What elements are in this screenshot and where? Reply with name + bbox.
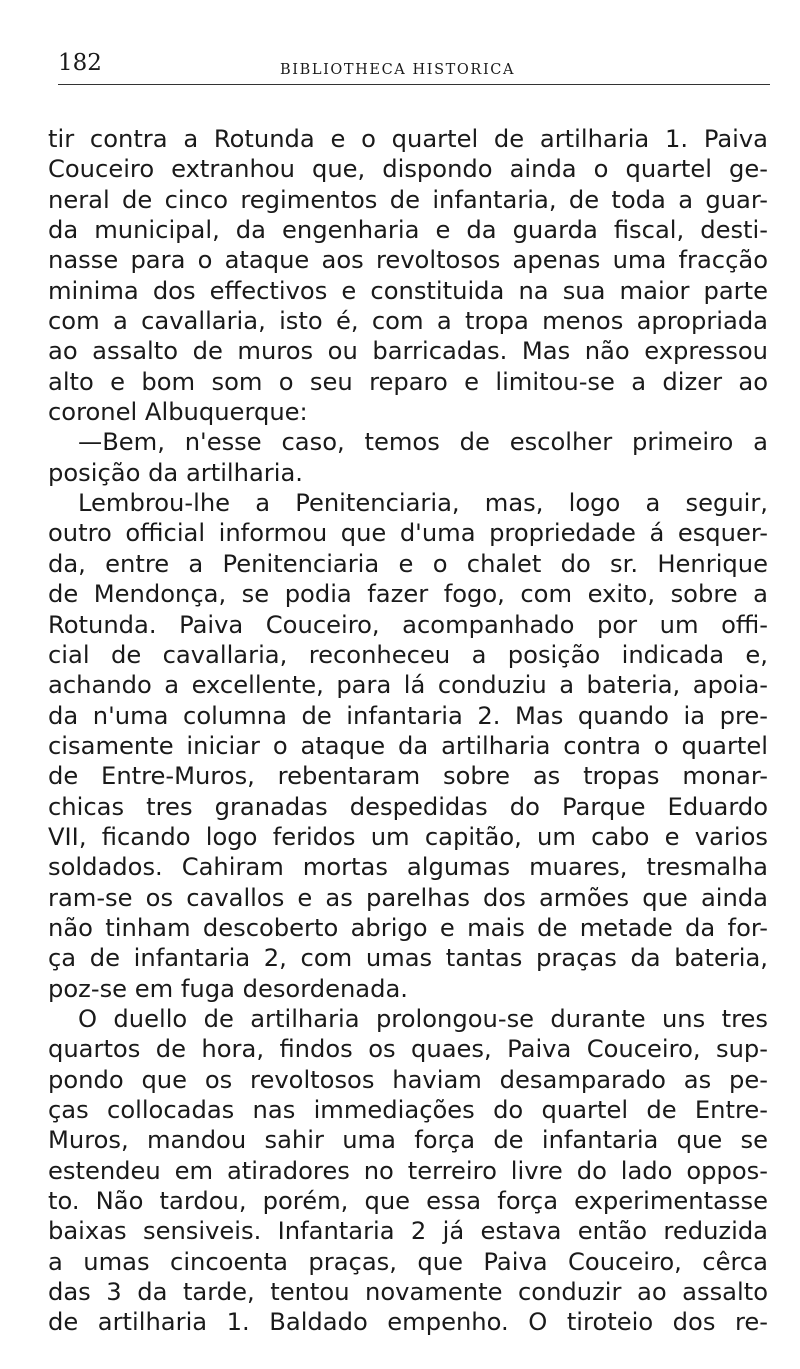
text-line: com a cavallaria, isto é, com a tropa menos apropriada [48, 307, 768, 336]
text-line: a umas cincoenta praças, que Paiva Couceiro, cêrca [48, 1247, 768, 1276]
text-line: de artilharia 1. Baldado empenho. O tiroteio dos re- [48, 1308, 768, 1337]
text-line: Lembrou-lhe a Penitenciaria, mas, logo a seguir, [78, 489, 768, 518]
text-line: da municipal, da engenharia e da guarda fiscal, desti- [48, 216, 768, 245]
text-line: tir contra a Rotunda e o quartel de artilharia 1. Paiva [48, 125, 768, 153]
text-line: ram-se os cavallos e as parelhas dos armões que ainda [48, 883, 768, 912]
text-line: ça de infantaria 2, com umas tantas praças da bateria, [48, 944, 768, 973]
text-line: não tinham descoberto abrigo e mais de metade da for- [48, 913, 768, 942]
text-line: posição da artilharia. [48, 458, 303, 487]
text-line: outro official informou que d'uma propriedade á esquer- [48, 519, 768, 548]
running-title: BIBLIOTHECA HISTORICA [280, 62, 516, 78]
header-rule [58, 84, 770, 85]
text-line: quartos de hora, findos os quaes, Paiva Couceiro, sup- [48, 1035, 768, 1064]
text-line: poz-se em fuga desordenada. [48, 974, 408, 1003]
text-line: minima dos effectivos e constituida na sua maior parte [48, 276, 768, 305]
text-line: estendeu em atiradores no terreiro livre do lado oppos- [48, 1156, 768, 1185]
text-line: coronel Albuquerque: [48, 398, 308, 427]
text-line: das 3 da tarde, tentou novamente conduzir ao assalto [48, 1278, 768, 1307]
text-line: Rotunda. Paiva Couceiro, acompanhado por um offi- [48, 610, 768, 639]
text-line: cisamente iniciar o ataque da artilharia contra o quartel [48, 731, 768, 760]
text-line: ao assalto de muros ou barricadas. Mas não expressou [48, 337, 768, 366]
text-line: de Mendonça, se podia fazer fogo, com exito, sobre a [48, 580, 768, 609]
text-line: cial de cavallaria, reconheceu a posição indicada e, [48, 640, 768, 669]
body-text [48, 124, 768, 1338]
running-head [58, 50, 770, 86]
text-line: alto e bom som o seu reparo e limitou-se a dizer ao [48, 367, 768, 396]
text-line: Muros, mandou sahir uma força de infantaria que se [48, 1126, 768, 1155]
text-line: da n'uma columna de infantaria 2. Mas quando ia pre- [48, 701, 768, 730]
text-line: O duello de artilharia prolongou-se durante uns tres [78, 1004, 768, 1033]
text-line: to. Não tardou, porém, que essa força experimentasse [48, 1187, 768, 1216]
page-number: 182 [58, 50, 102, 76]
text-line: nasse para o ataque aos revoltosos apenas uma fracção [48, 246, 768, 275]
text-line: VII, ficando logo feridos um capitão, um cabo e varios [48, 822, 768, 851]
text-line: Couceiro extranhou que, dispondo ainda o quartel ge- [48, 155, 768, 184]
text-line: ças collocadas nas immediações do quartel de Entre- [48, 1096, 768, 1124]
text-line: de Entre-Muros, rebentaram sobre as tropas monar- [48, 762, 768, 791]
text-line: soldados. Cahiram mortas algumas muares, tresmalha [48, 853, 768, 882]
text-line: neral de cinco regimentos de infantaria, de toda a guar- [48, 185, 768, 214]
text-line: baixas sensiveis. Infantaria 2 já estava então reduzida [48, 1217, 768, 1246]
text-line: achando a excellente, para lá conduziu a bateria, apoia- [48, 671, 768, 700]
text-line: pondo que os revoltosos haviam desamparado as pe- [48, 1065, 768, 1094]
text-line: chicas tres granadas despedidas do Parque Eduardo [48, 792, 768, 821]
text-line: da, entre a Penitenciaria e o chalet do sr. Henrique [48, 549, 768, 578]
text-line: —Bem, n'esse caso, temos de escolher primeiro a [78, 428, 768, 457]
